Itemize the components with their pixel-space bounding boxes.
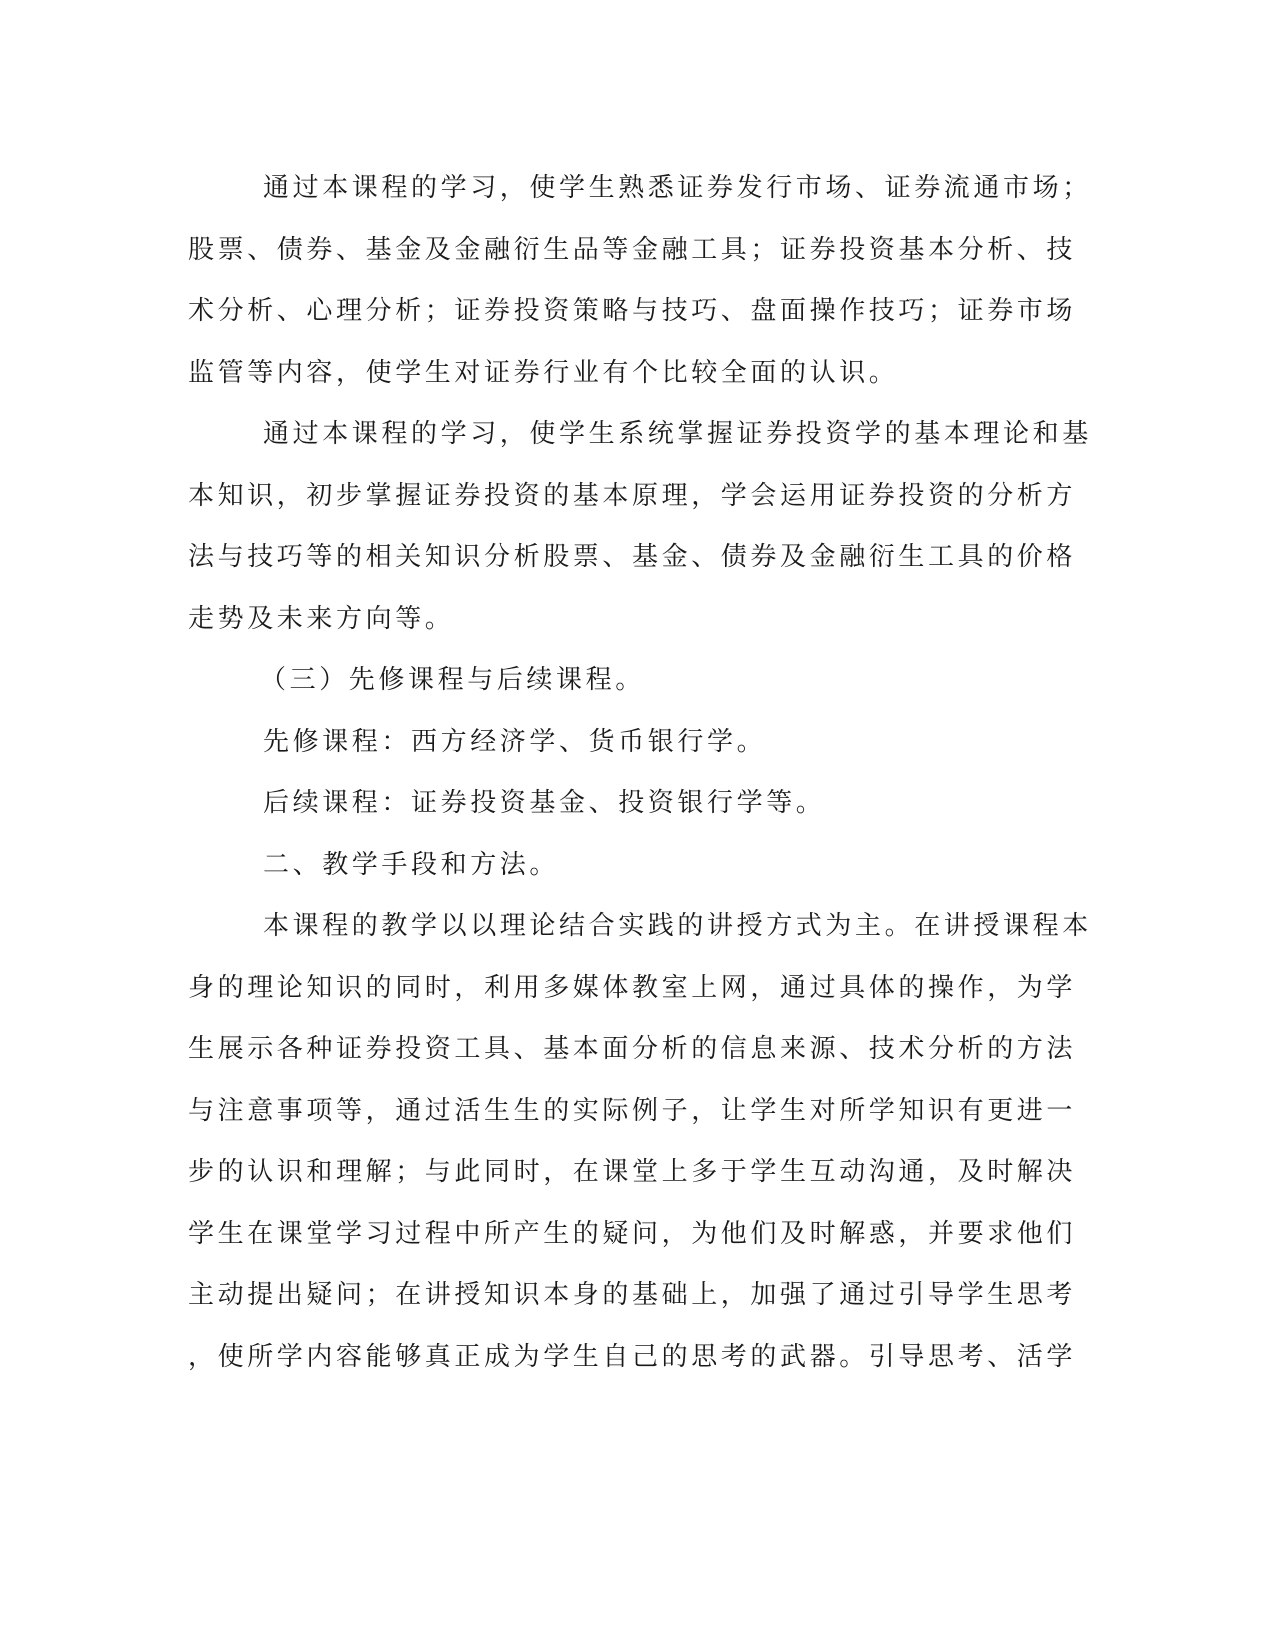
paragraph-3-line-3: 生展示各种证券投资工具、基本面分析的信息来源、技术分析的方法 [188,1034,1077,1064]
paragraph-1-line-3: 术分析、心理分析；证券投资策略与技巧、盘面操作技巧；证券市场 [188,296,1077,326]
paragraph-3-line-2: 身的理论知识的同时，利用多媒体教室上网，通过具体的操作，为学 [188,972,1077,1003]
paragraph-1-line-4: 监管等内容，使学生对证券行业有个比较全面的认识。 [188,357,899,388]
paragraph-2-line-4: 走势及未来方向等。 [188,603,455,634]
paragraph-3-line-7: 主动提出疑问；在讲授知识本身的基础上，加强了通过引导学生思考 [188,1280,1077,1310]
paragraph-2-line-3: 法与技巧等的相关知识分析股票、基金、债券及金融衍生工具的价格 [188,542,1077,572]
document-body [188,158,1092,1388]
paragraph-1-line-2: 股票、债券、基金及金融衍生品等金融工具；证券投资基本分析、技 [188,234,1077,265]
paragraph-1-line-1: 通过本课程的学习，使学生熟悉证券发行市场、证券流通市场； [263,173,1092,203]
section-heading-teaching-methods: 二、教学手段和方法。 [263,849,560,880]
follow-up-courses: 后续课程：证券投资基金、投资银行学等。 [263,788,826,818]
prerequisite-courses: 先修课程：西方经济学、货币银行学。 [263,726,767,757]
paragraph-3-line-1: 本课程的教学以以理论结合实践的讲授方式为主。在讲授课程本 [263,911,1092,941]
paragraph-3-line-5: 步的认识和理解；与此同时，在课堂上多于学生互动沟通，及时解决 [188,1157,1077,1187]
paragraph-3-line-4: 与注意事项等，通过活生生的实际例子，让学生对所学知识有更进一 [188,1095,1077,1126]
paragraph-3-line-6: 学生在课堂学习过程中所产生的疑问，为他们及时解惑，并要求他们 [188,1218,1077,1249]
paragraph-2-line-1: 通过本课程的学习，使学生系统掌握证券投资学的基本理论和基 [263,419,1092,449]
paragraph-2-line-2: 本知识，初步掌握证券投资的基本原理，学会运用证券投资的分析方 [188,480,1077,511]
section-heading-prerequisites: （三）先修课程与后续课程。 [260,665,645,695]
paragraph-3-line-8: ，使所学内容能够真正成为学生自己的思考的武器。引导思考、活学 [188,1341,1077,1372]
